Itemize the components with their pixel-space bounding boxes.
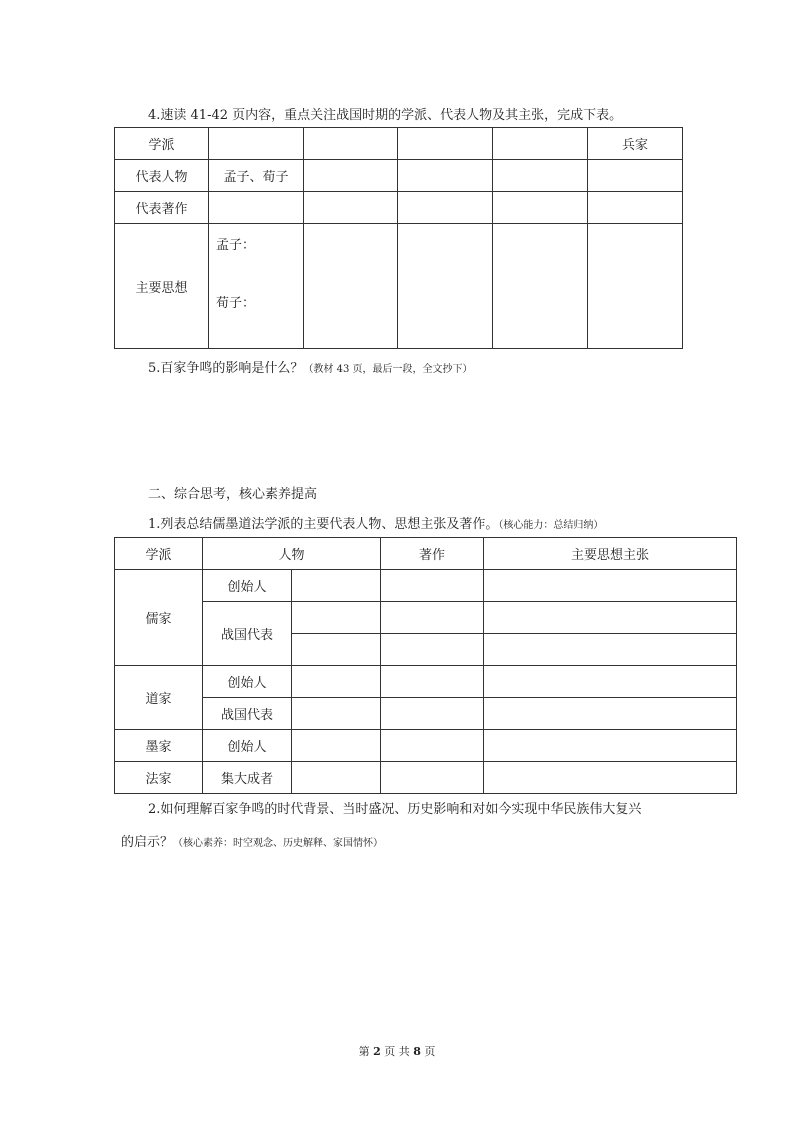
section2-q1-prompt: [148, 513, 603, 532]
table-row: [115, 762, 737, 794]
table-row: [115, 224, 683, 349]
header-people: 人物: [203, 538, 381, 570]
answer-cell[interactable]: [381, 762, 484, 794]
answer-cell[interactable]: [292, 762, 381, 794]
answer-cell[interactable]: [209, 128, 304, 160]
answer-cell[interactable]: [493, 128, 588, 160]
role-founder: 创始人: [203, 730, 292, 762]
idea-xunzi: 荀子：: [216, 296, 256, 311]
table-row: [115, 570, 737, 602]
people-label: 代表人物: [115, 160, 209, 192]
section2-q2-line2: [121, 831, 383, 850]
answer-cell[interactable]: [292, 698, 381, 730]
answer-cell[interactable]: [484, 730, 737, 762]
summary-table: [114, 537, 737, 794]
table-row: [115, 730, 737, 762]
answer-cell[interactable]: [381, 698, 484, 730]
answer-cell[interactable]: [304, 192, 398, 224]
header-works: 著作: [381, 538, 484, 570]
answer-cell[interactable]: [484, 570, 737, 602]
section2-q1-note: （核心能力：总结归纳）: [498, 520, 604, 531]
table-row: [115, 192, 683, 224]
q5-prompt: [148, 357, 473, 376]
people-mengzi-xunzi: 孟子、荀子: [209, 160, 304, 192]
table-row: [115, 602, 737, 634]
section2-q2-line2-text: 的启示？: [121, 835, 174, 850]
answer-cell[interactable]: [381, 602, 484, 634]
header-ideas: 主要思想主张: [484, 538, 737, 570]
school-bingjia: 兵家: [588, 128, 683, 160]
answer-cell[interactable]: [484, 634, 737, 666]
answer-cell[interactable]: [381, 634, 484, 666]
school-daojia: 道家: [115, 666, 203, 730]
page-footer: [0, 1043, 794, 1059]
footer-mid: 页 共: [384, 1045, 410, 1058]
answer-cell[interactable]: [588, 160, 683, 192]
role-founder: 创始人: [203, 666, 292, 698]
footer-post: 页: [424, 1045, 436, 1058]
role-warring-rep: 战国代表: [203, 602, 292, 666]
footer-pre: 第: [358, 1045, 370, 1058]
table-row: [115, 698, 737, 730]
answer-cell[interactable]: [292, 666, 381, 698]
q4-prompt: 4.速读 41-42 页内容，重点关注战国时期的学派、代表人物及其主张，完成下表。: [148, 108, 623, 123]
answer-cell[interactable]: [304, 224, 398, 349]
answer-cell[interactable]: [484, 762, 737, 794]
answer-cell[interactable]: [493, 224, 588, 349]
school-mojia: 墨家: [115, 730, 203, 762]
schools-table: [114, 127, 683, 349]
answer-cell[interactable]: [484, 602, 737, 634]
answer-cell[interactable]: [292, 730, 381, 762]
answer-cell[interactable]: [398, 128, 493, 160]
footer-page-number: 2: [373, 1045, 381, 1058]
section2-heading: 二、综合思考，核心素养提高: [148, 487, 318, 502]
answer-cell[interactable]: [484, 698, 737, 730]
answer-cell[interactable]: [588, 224, 683, 349]
table-row: [115, 538, 737, 570]
ideas-label: 主要思想: [115, 224, 209, 349]
q5-note: （教材 43 页，最后一段，全文抄下）: [303, 364, 473, 375]
answer-cell[interactable]: [493, 160, 588, 192]
answer-cell[interactable]: [304, 160, 398, 192]
answer-cell[interactable]: [381, 730, 484, 762]
role-warring-rep: 战国代表: [203, 698, 292, 730]
answer-cell[interactable]: [209, 224, 304, 349]
header-school: 学派: [115, 538, 203, 570]
answer-cell[interactable]: [209, 192, 304, 224]
school-fajia: 法家: [115, 762, 203, 794]
answer-cell[interactable]: [304, 128, 398, 160]
footer-total-pages: 8: [413, 1045, 421, 1058]
answer-cell[interactable]: [493, 192, 588, 224]
section2-q1-text: 1.列表总结儒墨道法学派的主要代表人物、思想主张及著作。: [148, 517, 499, 532]
school-rujia: 儒家: [115, 570, 203, 666]
section2-q2-note: （核心素养：时空观念、历史解释、家国情怀）: [173, 838, 384, 849]
answer-cell[interactable]: [398, 192, 493, 224]
table-row: [115, 160, 683, 192]
answer-cell[interactable]: [292, 634, 381, 666]
answer-cell[interactable]: [588, 192, 683, 224]
table-row: [115, 128, 683, 160]
table-row: [115, 666, 737, 698]
answer-cell[interactable]: [292, 602, 381, 634]
role-founder: 创始人: [203, 570, 292, 602]
answer-cell[interactable]: [381, 570, 484, 602]
answer-cell[interactable]: [292, 570, 381, 602]
answer-cell[interactable]: [484, 666, 737, 698]
q5-prompt-text: 5.百家争鸣的影响是什么？: [148, 361, 304, 376]
answer-cell[interactable]: [381, 666, 484, 698]
answer-cell[interactable]: [398, 224, 493, 349]
idea-mengzi: 孟子：: [216, 238, 256, 253]
role-synthesizer: 集大成者: [203, 762, 292, 794]
answer-cell[interactable]: [398, 160, 493, 192]
works-label: 代表著作: [115, 192, 209, 224]
section2-q2-line1: 2.如何理解百家争鸣的时代背景、当时盛况、历史影响和对如今实现中华民族伟大复兴: [148, 802, 642, 817]
school-label: 学派: [115, 128, 209, 160]
